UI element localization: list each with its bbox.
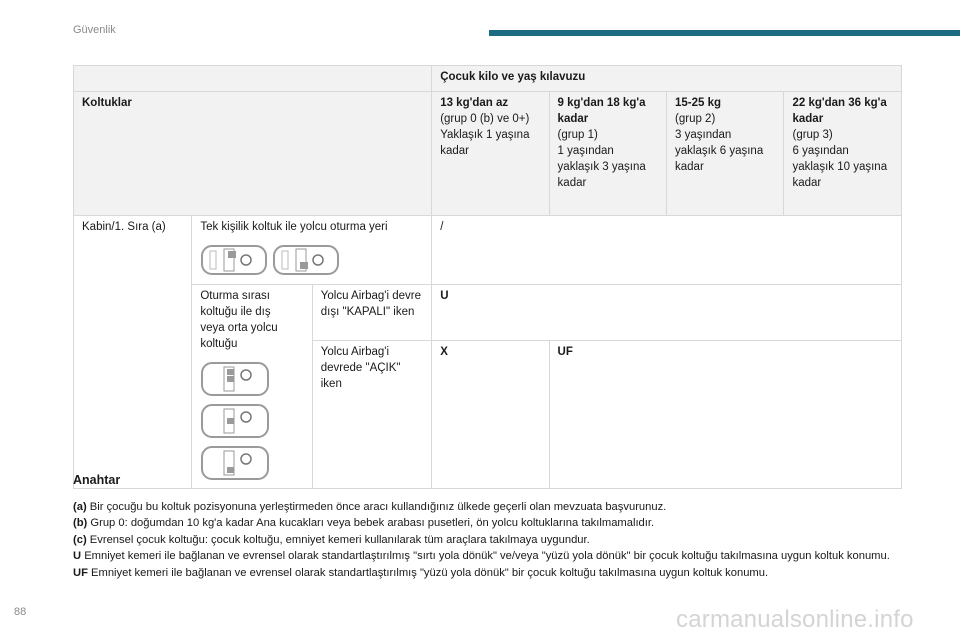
airbag-off-value: U — [432, 285, 902, 341]
key-item: (a) Bir çocuğu bu koltuk pozisyonuna yerleştirmeden önce aracı kullandığınız ülkede geçerli olan mevzuata başvurunuz. — [73, 500, 667, 513]
seat-type-cell: Tek kişilik koltuk ile yolcu oturma yeri — [192, 216, 432, 285]
key-item: (c) Evrensel çocuk koltuğu: çocuk koltuğu, emniyet kemeri kullanılarak tüm araçlara takılmaya uygundur. — [73, 533, 590, 546]
group-column-0: 13 kg'dan az (grup 0 (b) ve 0+) Yaklaşık 1 yaşına kadar — [432, 92, 549, 216]
seat-location: Kabin/1. Sıra (a) — [74, 216, 192, 489]
table-row — [74, 216, 902, 285]
car-seat-diagram-icon — [200, 360, 274, 398]
car-seat-diagram-icon — [200, 243, 270, 277]
section-title: Güvenlik — [73, 24, 116, 36]
group-column-1: 9 kg'dan 18 kg'a kadar (grup 1) 1 yaşından yaklaşık 3 yaşına kadar — [549, 92, 666, 216]
airbag-on-value-group1: UF — [549, 341, 901, 489]
bench-seat-cell: Oturma sırası koltuğu ile dış veya orta yolcu koltuğu — [192, 285, 312, 489]
key-heading: Anahtar — [73, 473, 121, 487]
car-seat-diagram-icon — [272, 243, 342, 277]
header-accent-bar — [489, 30, 960, 36]
table-title-row — [74, 66, 902, 92]
car-seat-diagrams — [200, 243, 423, 277]
group-column-2: 15-25 kg (grup 2) 3 yaşından yaklaşık 6 yaşına kadar — [667, 92, 784, 216]
page-number: 88 — [14, 606, 27, 618]
key-section — [73, 472, 913, 581]
car-seat-diagram-icon — [200, 402, 274, 440]
car-seat-diagrams — [200, 360, 303, 482]
child-seat-guide-table — [73, 65, 902, 489]
airbag-on-value-group0: X — [432, 341, 549, 489]
group-column-3: 22 kg'dan 36 kg'a kadar (grup 3) 6 yaşından yaklaşık 10 yaşına kadar — [784, 92, 902, 216]
table-title: Çocuk kilo ve yaş kılavuzu — [432, 66, 902, 92]
table-header-row — [74, 92, 902, 216]
airbag-off-label: Yolcu Airbag'i devre dışı "KAPALI" iken — [312, 285, 431, 341]
table-row — [74, 285, 902, 341]
key-item: (b) Grup 0: doğumdan 10 kg'a kadar Ana kucakları veya bebek arabası pusetleri, ön yolcu koltuklarına takılmamalıdır. — [73, 517, 655, 529]
key-item: U Emniyet kemeri ile bağlanan ve evrensel olarak standartlaştırılmış "sırtı yola dönük" ve/veya "yüzü yola dönük" bir çocuk koltuğu takılmasına uygun koltuk konumu. — [73, 550, 890, 562]
airbag-on-label: Yolcu Airbag'i devrede "AÇIK" iken — [312, 341, 431, 489]
seats-label: Koltuklar — [74, 92, 432, 216]
row1-value: / — [432, 216, 902, 285]
watermark: carmanualsonline.info — [676, 606, 914, 633]
key-item: UF Emniyet kemeri ile bağlanan ve evrensel olarak standartlaştırılmış "yüzü yola dönük" bir çocuk koltuğu takılmasına uygun koltuk konumu. — [73, 566, 769, 579]
